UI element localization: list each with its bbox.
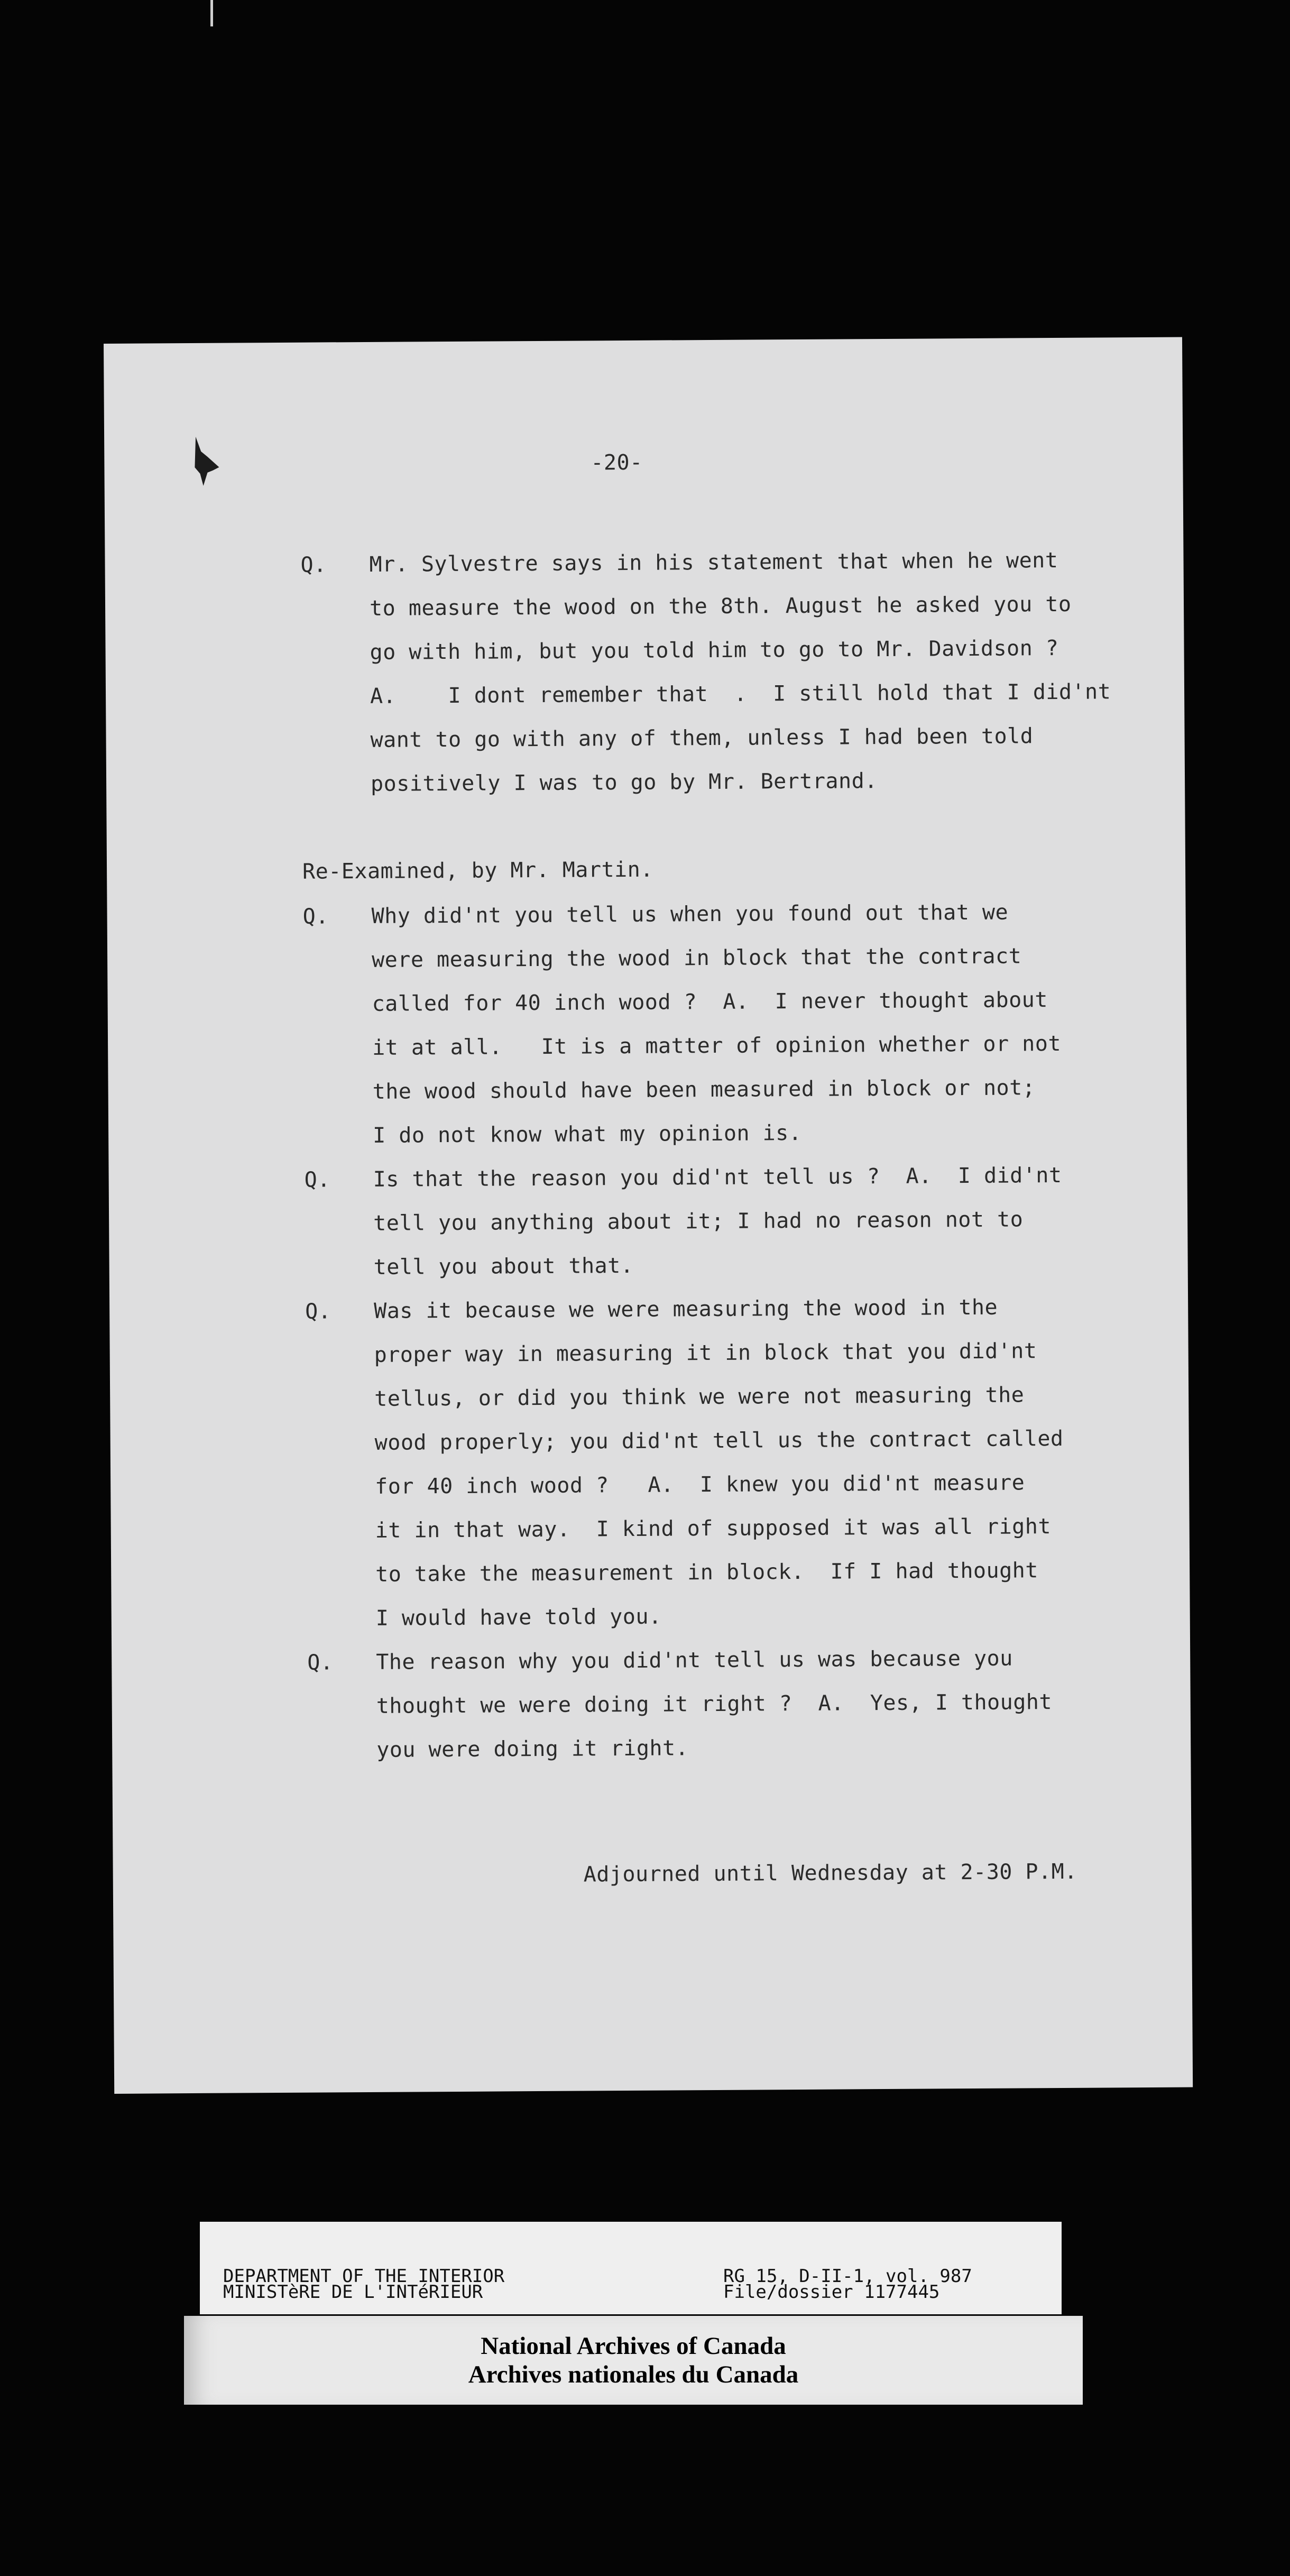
file-reference <box>723 2266 972 2303</box>
ink-blot-mark <box>191 436 224 486</box>
adjournment-note: Adjourned until Wednesday at 2-30 P.M. <box>583 1859 1077 1887</box>
question-marker: Q. <box>302 904 329 929</box>
text-line: I do not know what my opinion is. <box>373 1120 802 1148</box>
exchange-text <box>371 889 1192 1157</box>
exchange-text <box>369 538 1190 806</box>
text-line: Mr. Sylvestre says in his statement that when he went <box>369 548 1058 577</box>
text-line: were measuring the wood in block that the contract <box>371 944 1022 972</box>
text-line: for 40 inch wood ? A. I knew you did'nt measure <box>375 1470 1025 1499</box>
question-marker: Q. <box>304 1167 330 1192</box>
text-line: to take the measurement in block. If I had thought <box>375 1558 1039 1587</box>
exchange <box>300 538 1188 796</box>
department-fr: MINISTèRE DE L'INTéRIEUR <box>223 2281 483 2303</box>
archives-name-fr: Archives nationales du Canada <box>468 2361 799 2388</box>
film-edge-mark <box>210 0 213 26</box>
text-line: wood properly; you did'nt tell us the contract called <box>374 1426 1064 1455</box>
text-line: thought we were doing it right ? A. Yes, I thought <box>376 1690 1053 1718</box>
text-line: you were doing it right. <box>376 1736 689 1762</box>
exchange-text <box>374 1284 1195 1640</box>
text-line: A. I dont remember that . I still hold that I did'nt <box>370 679 1111 709</box>
question-marker: Q. <box>300 553 327 577</box>
exchange-text <box>376 1635 1196 1772</box>
text-line: Why did'nt you tell us when you found out that we <box>371 900 1009 928</box>
archives-name-en: National Archives of Canada <box>481 2332 786 2360</box>
department-en: DEPARTMENT OF THE INTERIOR <box>223 2266 505 2287</box>
text-line: called for 40 inch wood ? A. I never thought about <box>372 988 1048 1016</box>
text-line: Was it because we were measuring the wood in the <box>374 1295 998 1323</box>
text-line: want to go with any of them, unless I had been told <box>370 724 1034 752</box>
text-line: to measure the wood on the 8th. August he asked you to <box>369 592 1072 621</box>
text-line: it at all. It is a matter of opinion whether or not <box>372 1031 1062 1060</box>
question-marker: Q. <box>305 1299 331 1324</box>
page-number: -20- <box>591 450 643 475</box>
text-line: the wood should have been measured in block or not; <box>372 1075 1036 1104</box>
text-line: go with him, but you told him to go to Mr. Davidson ? <box>370 636 1059 665</box>
text-line: tell you about that. <box>373 1253 634 1280</box>
question-marker: Q. <box>307 1650 334 1675</box>
text-line: Is that the reason you did'nt tell us ? A. I did'nt <box>373 1163 1062 1192</box>
text-line: tellus, or did you think we were not measuring the <box>374 1383 1025 1411</box>
archives-banner-text <box>184 2332 1083 2389</box>
document-page <box>104 337 1193 2094</box>
text-line: The reason why you did'nt tell us was because you <box>376 1646 1013 1675</box>
text-line: positively I was to go by Mr. Bertrand. <box>370 769 878 796</box>
text-line: tell you anything about it; I had no reason not to <box>373 1207 1024 1236</box>
text-line: proper way in measuring it in block that you did'nt <box>374 1339 1037 1367</box>
record-group: RG 15, D-II-1, vol. 987 <box>723 2266 972 2287</box>
exchange-text <box>373 1153 1193 1289</box>
file-number: File/dossier 1177445 <box>723 2281 940 2303</box>
department-names <box>223 2266 505 2303</box>
section-heading: Re-Examined, by Mr. Martin. <box>302 857 653 884</box>
text-line: it in that way. I kind of supposed it was all right <box>375 1514 1052 1543</box>
text-line: I would have told you. <box>375 1604 662 1631</box>
